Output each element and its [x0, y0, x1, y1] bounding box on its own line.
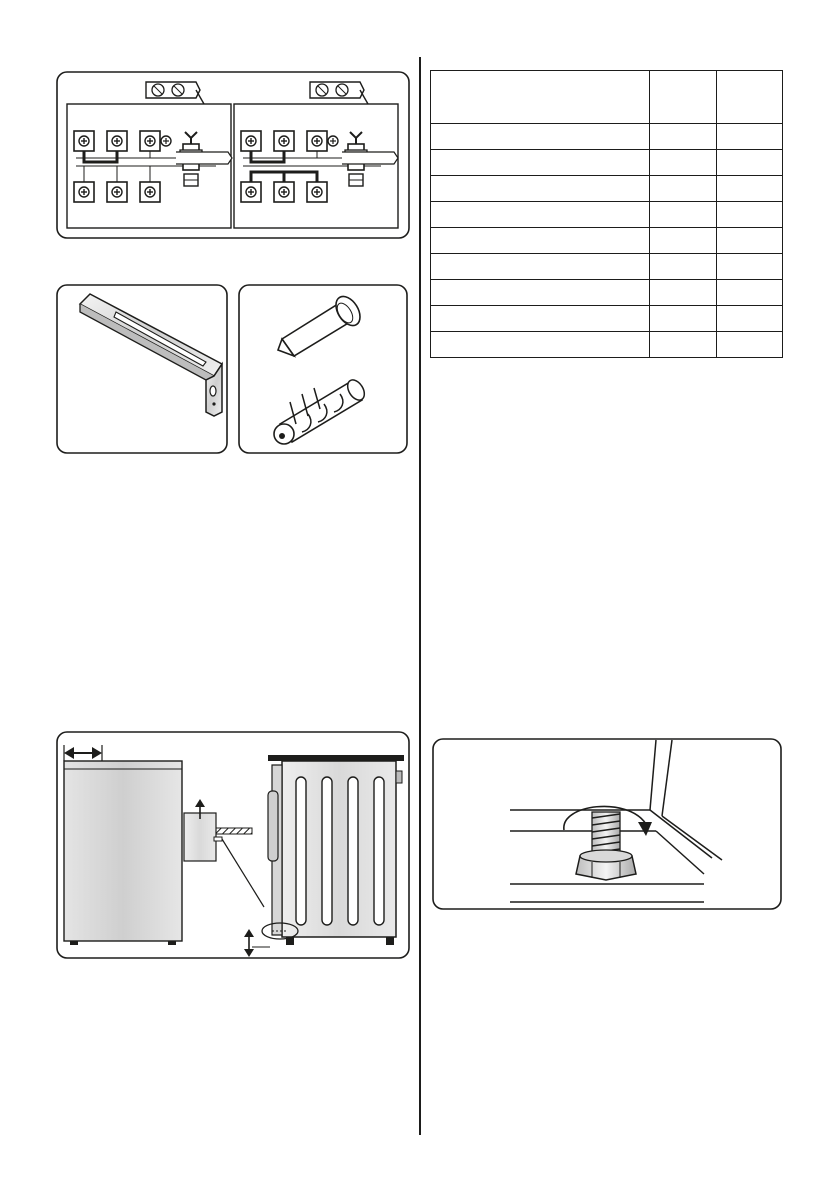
- table-cell: [431, 254, 650, 280]
- table-cell: [650, 254, 717, 280]
- screw-plug-figure: [238, 284, 408, 454]
- specification-table: [430, 70, 783, 358]
- table-row: [431, 150, 783, 176]
- table-row: [431, 254, 783, 280]
- table-cell: [717, 124, 783, 150]
- table-cell: [431, 176, 650, 202]
- table-header-cell: [431, 71, 650, 124]
- table-cell: [650, 228, 717, 254]
- table-cell: [650, 280, 717, 306]
- table-cell: [650, 124, 717, 150]
- table-cell: [717, 176, 783, 202]
- table-row: [431, 332, 783, 358]
- table-cell: [431, 150, 650, 176]
- table-cell: [717, 332, 783, 358]
- table-cell: [717, 254, 783, 280]
- table-cell: [717, 228, 783, 254]
- adjustable-foot-figure: [432, 738, 782, 910]
- table-cell: [431, 306, 650, 332]
- table-cell: [650, 202, 717, 228]
- table-header-cell: [717, 71, 783, 124]
- appliance-installation-side-view-icon: [56, 731, 410, 959]
- table-row: [431, 280, 783, 306]
- table-cell: [650, 176, 717, 202]
- table-cell: [431, 124, 650, 150]
- table-header-row: [431, 71, 783, 124]
- bracket-figure: [56, 284, 228, 454]
- screw-and-wall-plug-icon: [238, 284, 408, 454]
- table-cell: [650, 150, 717, 176]
- wiring-diagram-icon: [56, 70, 410, 240]
- table-cell: [431, 332, 650, 358]
- installation-figure: [56, 731, 410, 959]
- adjustable-foot-screw-icon: [432, 738, 782, 910]
- table-row: [431, 202, 783, 228]
- table-cell: [717, 202, 783, 228]
- table-cell: [431, 280, 650, 306]
- mounting-bracket-icon: [56, 284, 228, 454]
- table-cell: [431, 228, 650, 254]
- table-cell: [431, 202, 650, 228]
- table-row: [431, 306, 783, 332]
- column-divider: [419, 57, 421, 1135]
- table-header-cell: [650, 71, 717, 124]
- table-cell: [717, 280, 783, 306]
- table-row: [431, 176, 783, 202]
- wiring-diagram-figure: [56, 70, 410, 240]
- table-row: [431, 228, 783, 254]
- table-cell: [717, 306, 783, 332]
- table-cell: [650, 306, 717, 332]
- table-cell: [717, 150, 783, 176]
- table-row: [431, 124, 783, 150]
- table-cell: [650, 332, 717, 358]
